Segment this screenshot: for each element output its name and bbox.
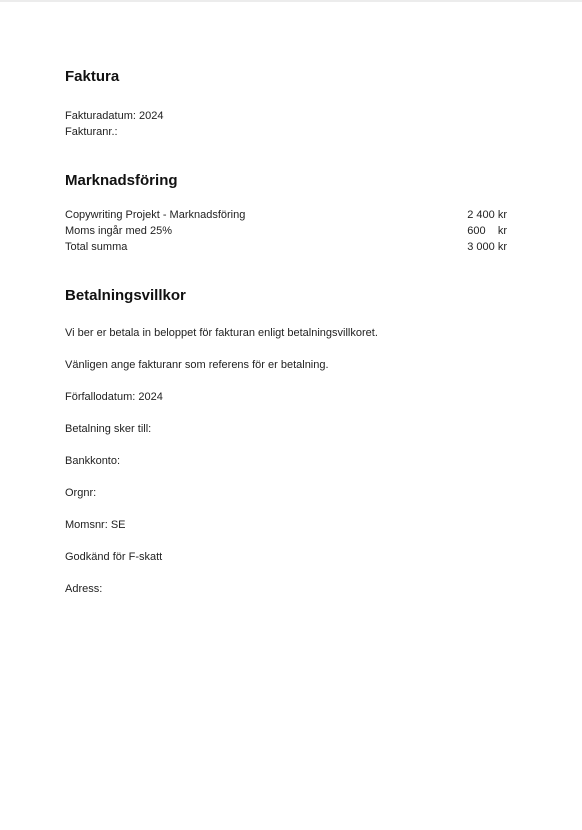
payment-to: Betalning sker till: <box>65 423 152 435</box>
line-item-amount: 3 000 kr <box>467 241 507 253</box>
invoice-meta <box>65 108 163 140</box>
org-number: Orgnr: <box>65 487 97 499</box>
line-item-amount: 2 400 kr <box>467 209 507 221</box>
page-top-edge <box>0 0 582 2</box>
payment-terms <box>65 325 378 613</box>
invoice-number: Fakturanr.: <box>65 126 118 138</box>
invoice-title: Faktura <box>65 68 120 85</box>
address: Adress: <box>65 583 103 595</box>
line-item-description: Copywriting Projekt - Marknadsföring <box>65 209 246 221</box>
payment-terms-heading: Betalningsvillkor <box>65 287 186 304</box>
due-date: Förfallodatum: 2024 <box>65 391 163 403</box>
line-item-description: Total summa <box>65 241 128 253</box>
line-item <box>65 207 510 223</box>
bank-account: Bankkonto: <box>65 455 121 467</box>
f-tax-approval: Godkänd för F-skatt <box>65 551 163 563</box>
terms-line: Vänligen ange fakturanr som referens för er betalning. <box>65 359 329 371</box>
line-item-amount: 600 kr <box>467 225 507 237</box>
vat-number: Momsnr: SE <box>65 519 126 531</box>
line-item-description: Moms ingår med 25% <box>65 225 172 237</box>
invoice-date: Fakturadatum: 2024 <box>65 110 164 122</box>
line-item <box>65 223 510 239</box>
line-items <box>65 207 510 255</box>
marketing-heading: Marknadsföring <box>65 172 178 189</box>
terms-line: Vi ber er betala in beloppet för fakturan enligt betalningsvillkoret. <box>65 327 378 339</box>
line-item-total <box>65 239 510 255</box>
